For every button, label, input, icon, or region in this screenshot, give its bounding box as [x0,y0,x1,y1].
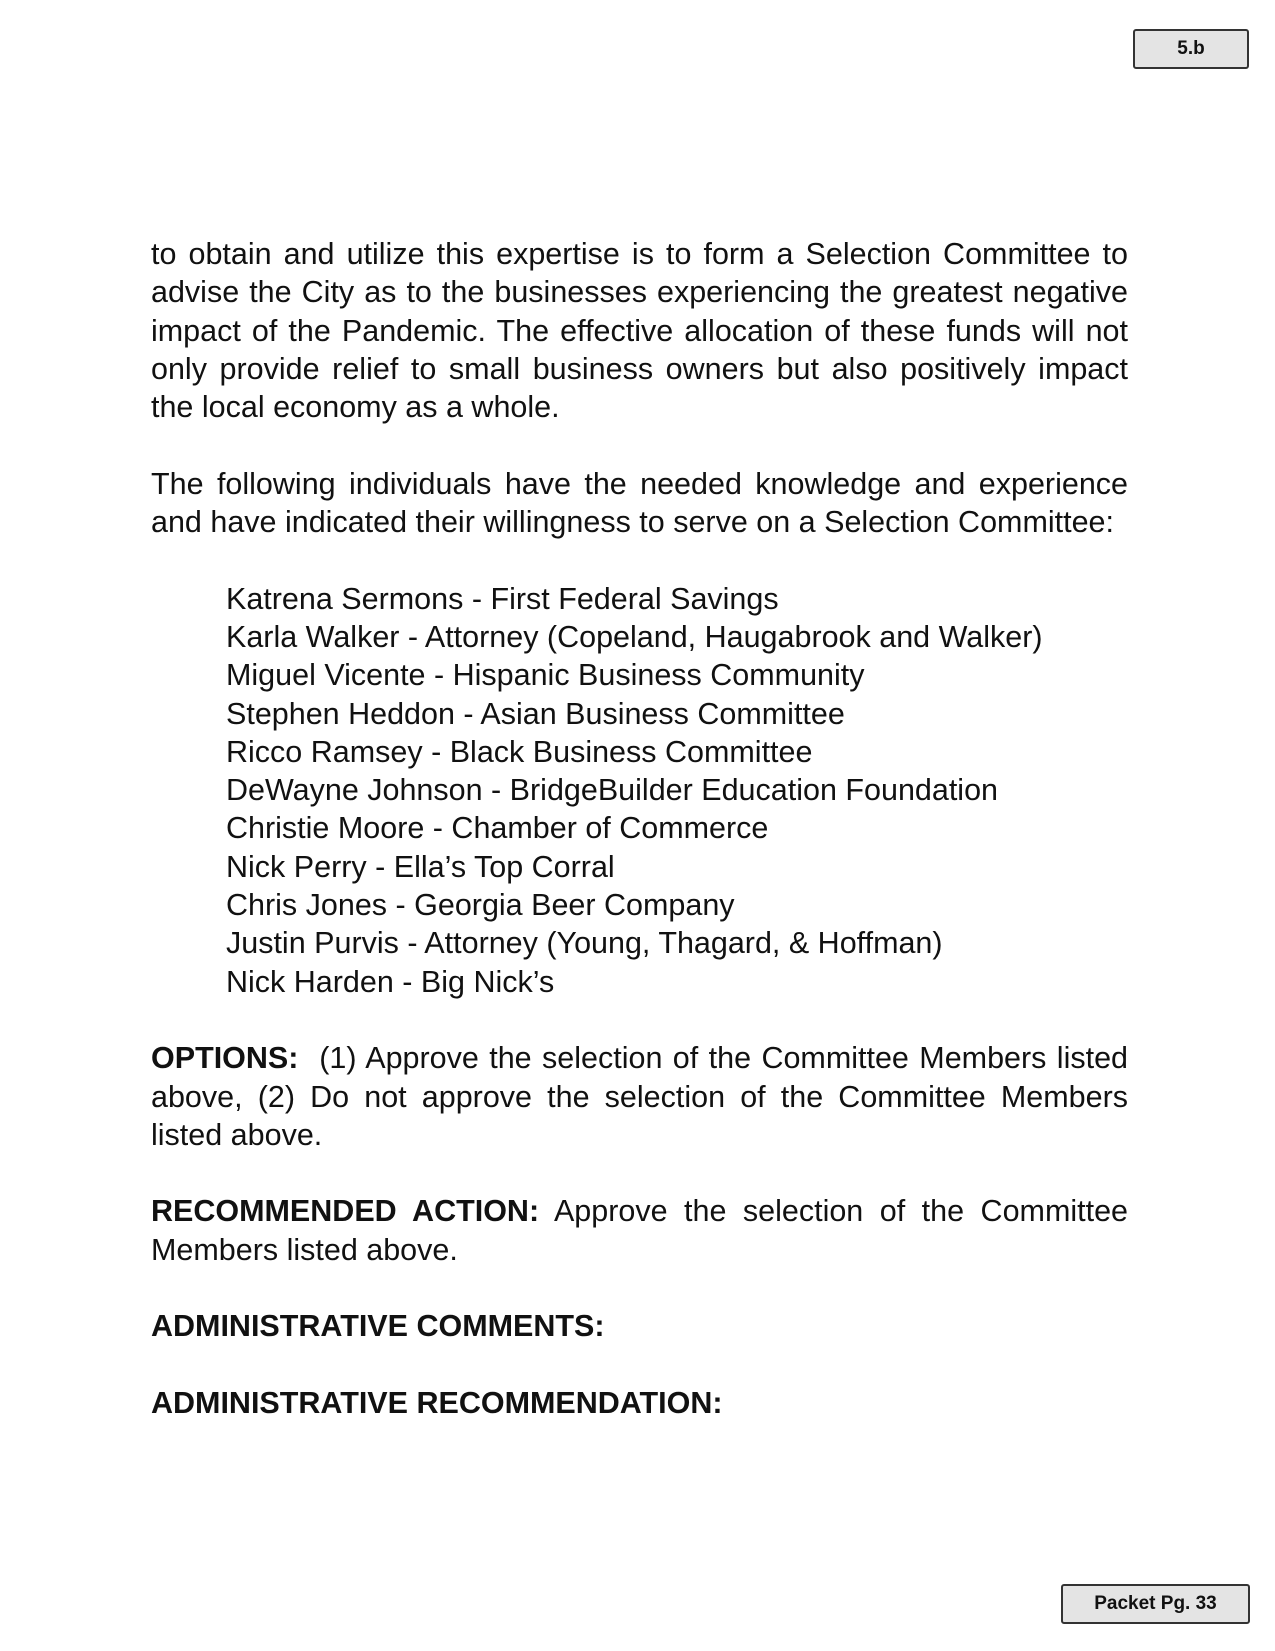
committee-member-list [151,580,1128,1001]
list-item: Katrena Sermons - First Federal Savings [226,581,779,616]
list-item: Stephen Heddon - Asian Business Committee [226,696,845,731]
list-item: Karla Walker - Attorney (Copeland, Haugabrook and Walker) [226,619,1043,654]
options-text: (1) Approve the selection of the Committee Members listed above, (2) Do not approve the selection of the Committee Members listed above. [151,1041,1129,1152]
document-body [151,235,1128,1422]
section-tag: 5.b [1133,29,1249,69]
administrative-comments-heading: ADMINISTRATIVE COMMENTS: [151,1309,605,1344]
list-item: Christie Moore - Chamber of Commerce [226,811,769,846]
list-item: Ricco Ramsey - Black Business Committee [226,734,813,769]
options-label: OPTIONS: [151,1041,299,1076]
administrative-recommendation-heading: ADMINISTRATIVE RECOMMENDATION: [151,1385,723,1420]
options-paragraph [151,1039,1128,1154]
list-item: DeWayne Johnson - BridgeBuilder Education Foundation [226,773,999,808]
paragraph-expertise: to obtain and utilize this expertise is to form a Selection Committee to advise the City as to the businesses experiencing the greatest negative impact of the Pandemic. The effective allocation of these funds will not only provide relief to small business owners but also positively impact the local economy as a whole. [151,237,1128,425]
list-item: Nick Perry - Ella’s Top Corral [226,849,615,884]
packet-page-label: Packet Pg. 33 [1061,1584,1250,1624]
list-item: Justin Purvis - Attorney (Young, Thagard, & Hoffman) [226,926,943,961]
recommended-action-label: RECOMMENDED ACTION: [151,1194,540,1229]
recommended-action-paragraph [151,1192,1128,1269]
list-item: Nick Harden - Big Nick’s [226,964,555,999]
paragraph-individuals: The following individuals have the needed knowledge and experience and have indicated their willingness to serve on a Selection Committee: [151,466,1128,540]
recommended-action-text: Approve the selection of the Committee Members listed above. [151,1194,1129,1267]
list-item: Chris Jones - Georgia Beer Company [226,888,735,923]
list-item: Miguel Vicente - Hispanic Business Community [226,658,865,693]
